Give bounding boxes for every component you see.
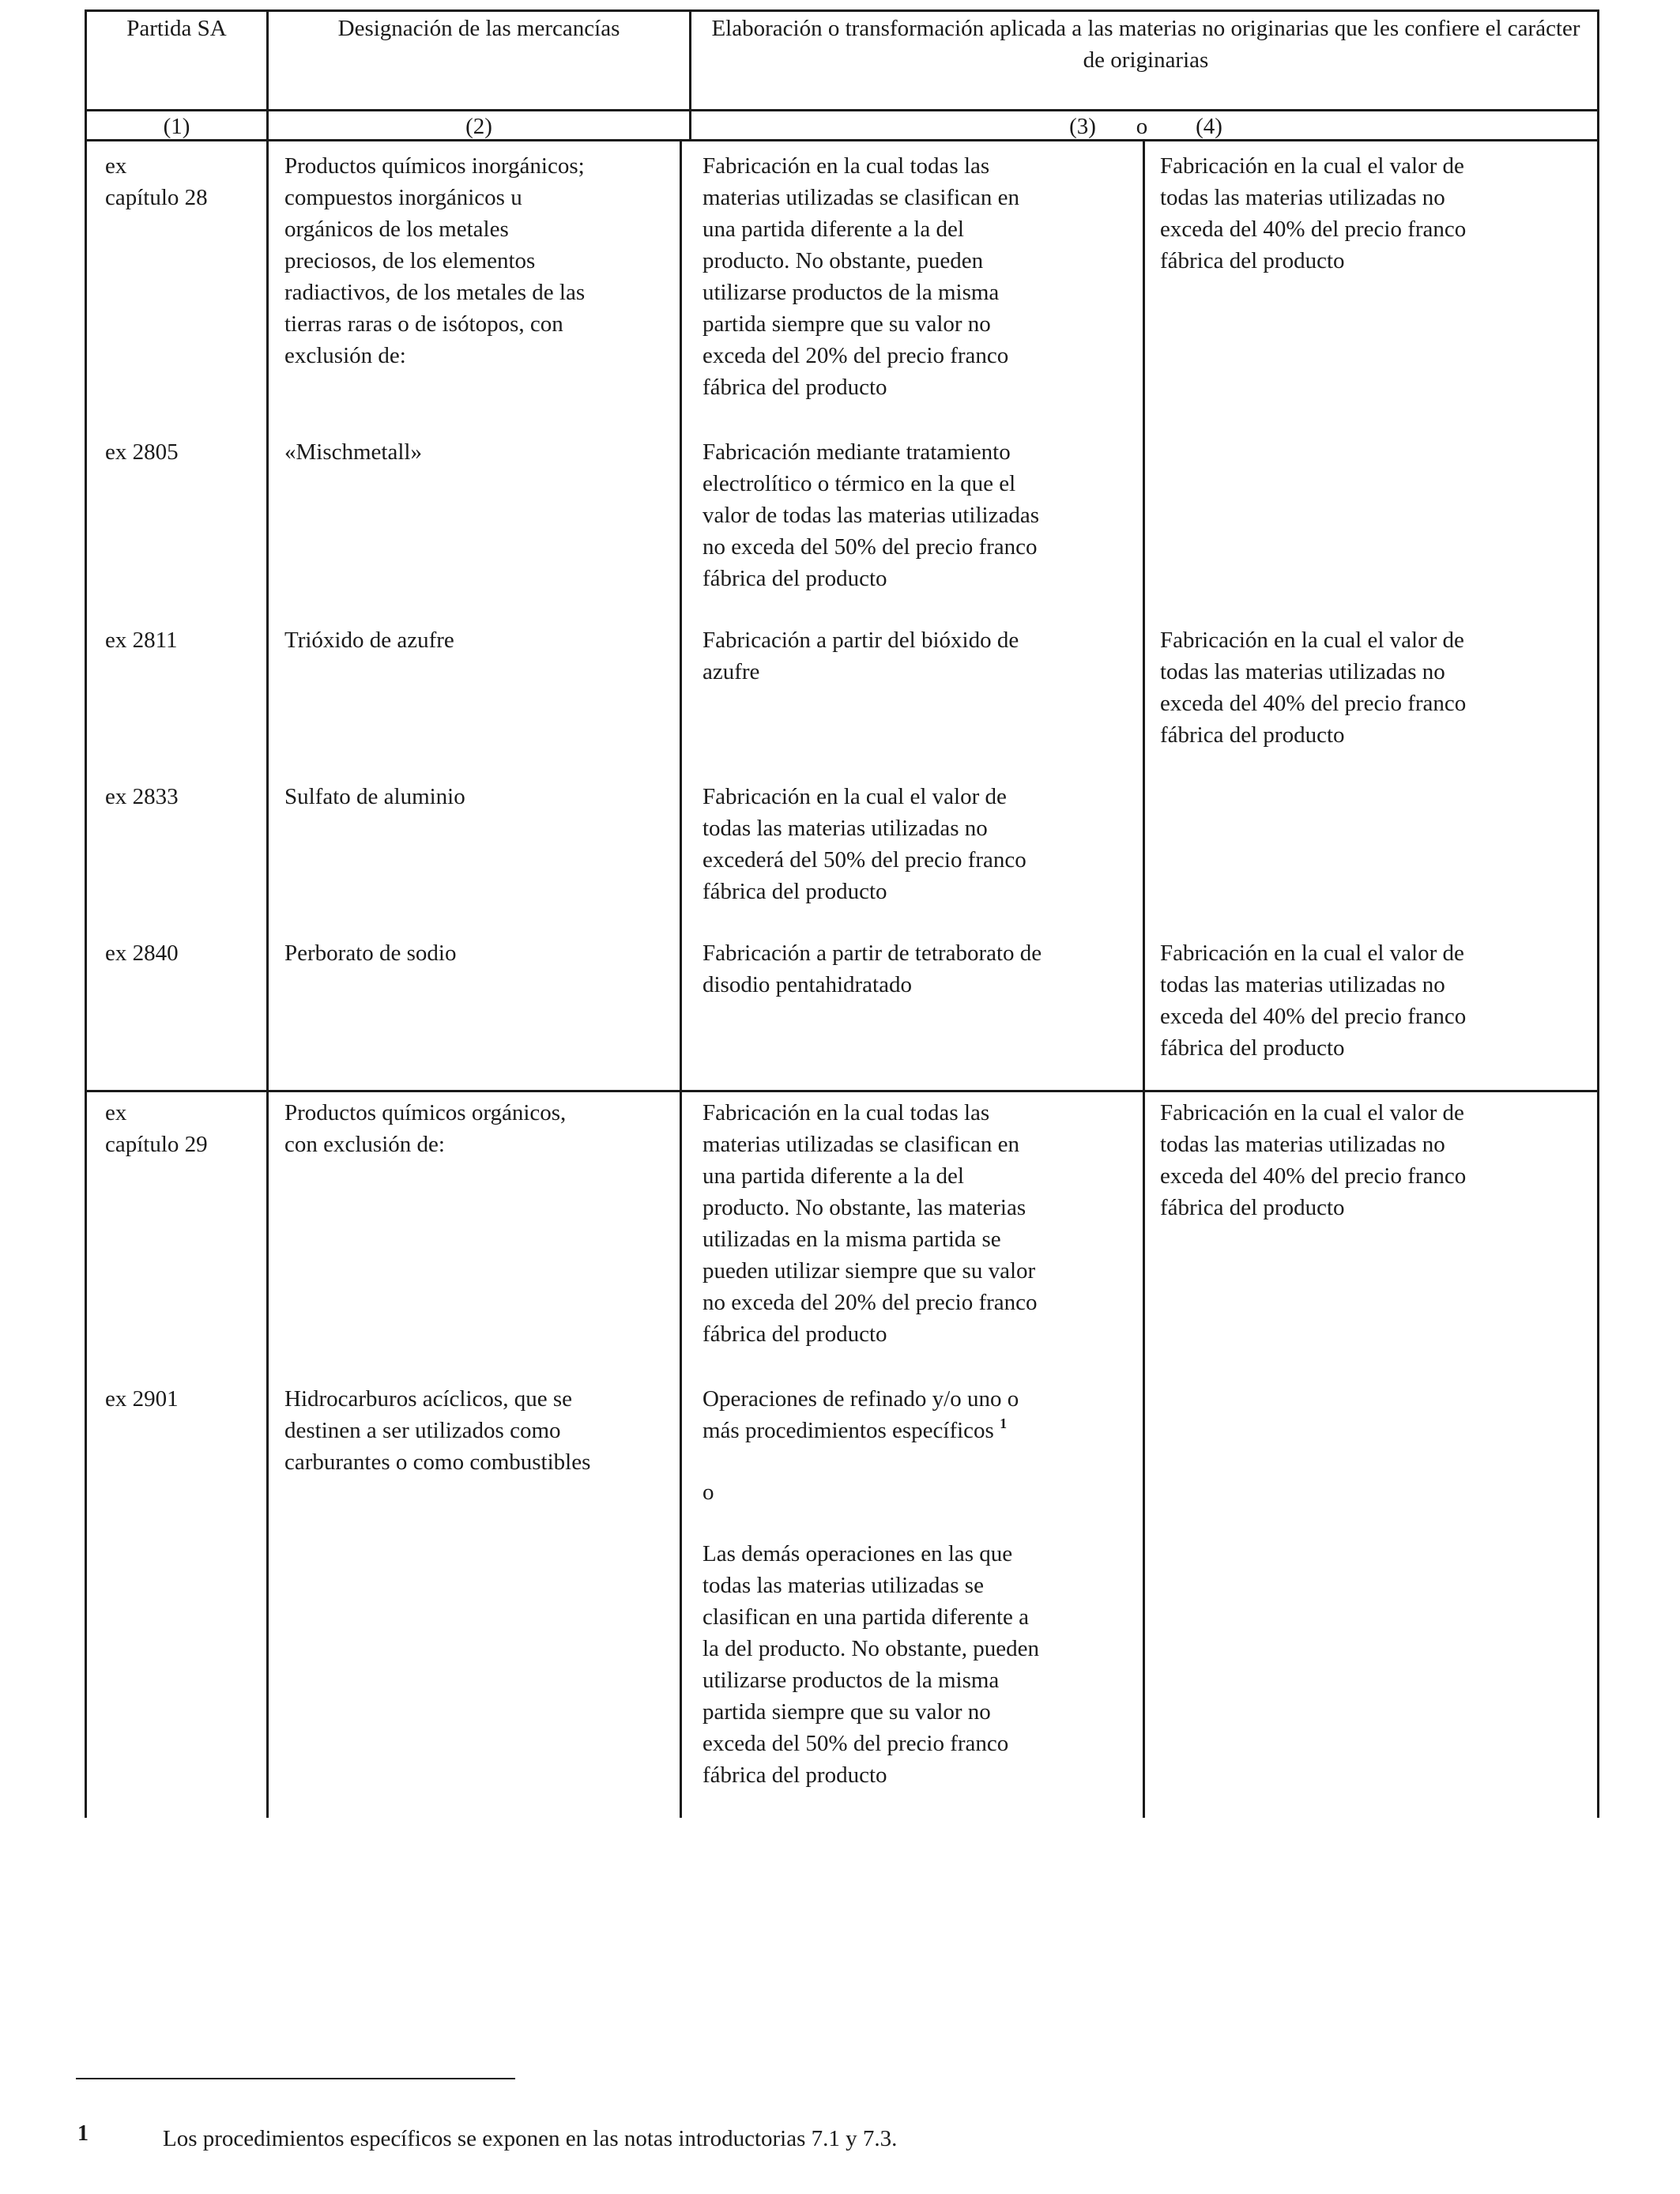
footnote-text: Los procedimientos específicos se exponen en las notas introductorias 7.1 y 7.3.	[163, 2126, 898, 2151]
row-2811-designacion: Trióxido de azufre	[284, 628, 454, 653]
footnote-mark: 1	[77, 2121, 89, 2146]
table-border-right	[1597, 9, 1599, 1818]
colnum-3: (3)	[1069, 114, 1096, 139]
col-divider-3	[1143, 139, 1145, 1818]
row-2901-col3-or: o	[703, 1480, 714, 1505]
row-2811-col3: Fabricación a partir del bióxido de azufre	[703, 628, 1019, 684]
row-2833-col3: Fabricación en la cual el valor de todas las materias utilizadas no excederá del 50% del precio franco fábrica del producto	[703, 784, 1026, 904]
row-2840-designacion: Perborato de sodio	[284, 941, 457, 966]
row-29-col3: Fabricación en la cual todas las materias utilizadas se clasifican en una partida diferente a la del producto. No obstante, las materias utilizadas en la misma partida se pueden utilizar siempre que su valor no exceda del 20% del precio franco fábrica del producto	[703, 1100, 1038, 1347]
header-designacion: Designación de las mercancías	[337, 16, 620, 41]
row-2805-partida: ex 2805	[105, 439, 179, 465]
section-divider	[85, 1090, 1599, 1092]
col-divider-2-body	[680, 139, 682, 1818]
header-elaboracion: Elaboración o transformación aplicada a las materias no originarias que les confiere el carácter de originarias	[711, 16, 1580, 73]
colnum-2: (2)	[465, 114, 492, 139]
header-partida: Partida SA	[126, 16, 227, 41]
table-border-left	[85, 9, 87, 1818]
row-2805-col3: Fabricación mediante tratamiento electrolítico o térmico en la que el valor de todas las materias utilizadas no exceda del 50% del precio franco fábrica del producto	[703, 439, 1039, 591]
row-2901-partida: ex 2901	[105, 1386, 179, 1412]
row-2901-col3-option-b: Las demás operaciones en las que todas las materias utilizadas se clasifican en una partida diferente a la del producto. No obstante, pueden utilizarse productos de la misma partida siempre que su valor no exceda del 50% del precio franco fábrica del producto	[703, 1541, 1040, 1788]
table-border-top	[85, 9, 1599, 12]
row-28-designacion: Productos químicos inorgánicos; compuestos inorgánicos u orgánicos de los metales preciosos, de los elementos radiactivos, de los metales de las tierras raras o de isótopos, con exclusión de:	[284, 153, 586, 368]
colnum-1: (1)	[163, 114, 190, 139]
row-2901-designacion: Hidrocarburos acíclicos, que se destinen a ser utilizados como carburantes o como combustibles	[284, 1386, 591, 1475]
row-2833-designacion: Sulfato de aluminio	[284, 784, 465, 809]
row-28-partida: ex capítulo 28	[105, 153, 208, 210]
col-divider-2	[689, 9, 691, 141]
row-2840-col4: Fabricación en la cual el valor de todas las materias utilizadas no exceda del 40% del precio franco fábrica del producto	[1160, 941, 1467, 1061]
row-28-col3: Fabricación en la cual todas las materias utilizadas se clasifican en una partida diferente a la del producto. No obstante, pueden utilizarse productos de la misma partida siempre que su valor no exceda del 20% del precio franco fábrica del producto	[703, 153, 1019, 400]
colnum-4: (4)	[1196, 114, 1222, 139]
row-2840-partida: ex 2840	[105, 941, 179, 966]
row-29-designacion: Productos químicos orgánicos, con exclusión de:	[284, 1100, 567, 1157]
row-2833-partida: ex 2833	[105, 784, 179, 809]
row-2805-designacion: «Mischmetall»	[284, 439, 422, 465]
row-2811-partida: ex 2811	[105, 628, 178, 653]
row-2840-col3: Fabricación a partir de tetraborato de disodio pentahidratado	[703, 941, 1042, 997]
row-2901-col3-option-a	[703, 1383, 1141, 1446]
col-divider-1	[266, 9, 269, 1818]
colnum-or: o	[1136, 114, 1148, 139]
footnote-reference[interactable]: 1	[1000, 1416, 1008, 1431]
row-29-partida: ex capítulo 29	[105, 1100, 208, 1157]
row-2811-col4: Fabricación en la cual el valor de todas las materias utilizadas no exceda del 40% del precio franco fábrica del producto	[1160, 628, 1467, 748]
footnote-separator	[76, 2078, 515, 2079]
row-29-col4: Fabricación en la cual el valor de todas las materias utilizadas no exceda del 40% del precio franco fábrica del producto	[1160, 1100, 1467, 1220]
row-28-col4: Fabricación en la cual el valor de todas las materias utilizadas no exceda del 40% del precio franco fábrica del producto	[1160, 153, 1467, 273]
row-2901-col3-option-a-text: Operaciones de refinado y/o uno o más procedimientos específicos	[703, 1386, 1019, 1443]
